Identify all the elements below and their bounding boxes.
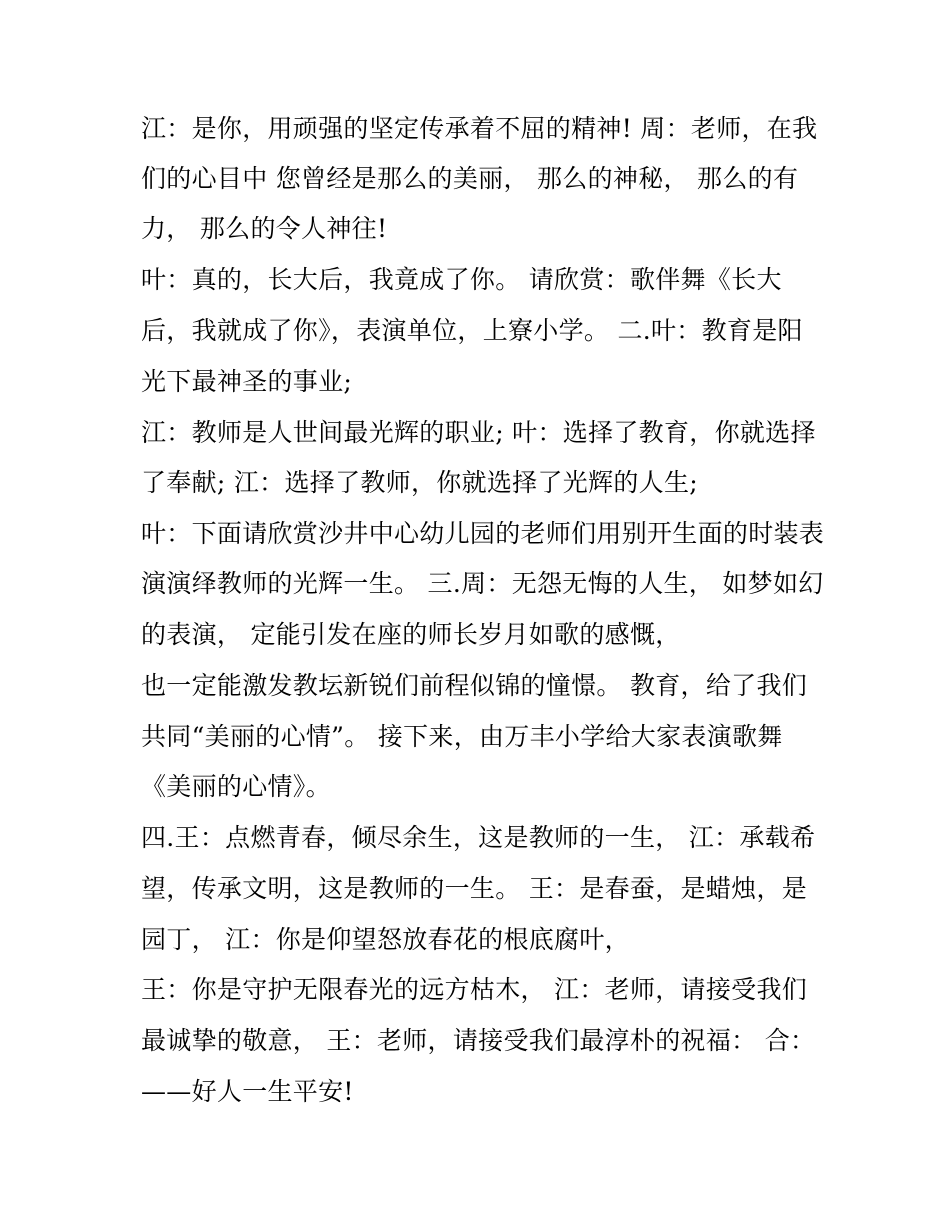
text-line-7: 江：教师是人世间最光辉的职业; 叶：选择了教育，你就选择 bbox=[141, 418, 816, 447]
text-line-14: 《美丽的心情》。 bbox=[141, 772, 331, 801]
text-line-5: 后，我就成了你》，表演单位，上寮小学。 二.叶：教育是阳 bbox=[141, 316, 803, 345]
text-line-12: 也一定能激发教坛新锐们前程似锦的憧憬。 教育，给了我们 bbox=[141, 671, 808, 700]
text-line-11: 的表演， 定能引发在座的师长岁月如歌的感慨， bbox=[141, 620, 681, 649]
text-line-20: ——好人一生平安! bbox=[141, 1077, 354, 1106]
text-line-15: 四.王：点燃青春，倾尽余生，这是教师的一生， 江：承载希 bbox=[141, 823, 816, 852]
text-line-10: 演演绎教师的光辉一生。 三.周：无怨无悔的人生， 如梦如幻 bbox=[141, 569, 824, 598]
text-line-1: 江：是你，用顽强的坚定传承着不屈的精神! 周：老师，在我 bbox=[141, 114, 818, 143]
text-line-18: 王：你是守护无限春光的远方枯木， 江：老师，请接受我们 bbox=[141, 975, 808, 1004]
text-line-17: 园丁， 江：你是仰望怒放春花的根底腐叶， bbox=[141, 925, 630, 954]
text-line-8: 了奉献; 江：选择了教师，你就选择了光辉的人生; bbox=[141, 468, 698, 497]
text-line-4: 叶：真的，长大后，我竟成了你。 请欣赏：歌伴舞《长大 bbox=[141, 265, 782, 294]
text-line-19: 最诚挚的敬意， 王：老师，请接受我们最淳朴的祝福： 合： bbox=[141, 1026, 816, 1055]
text-line-9: 叶：下面请欣赏沙井中心幼儿园的老师们用别开生面的时装表 bbox=[141, 519, 825, 548]
text-line-2: 们的心目中 您曾经是那么的美丽， 那么的神秘， 那么的有 bbox=[141, 164, 799, 193]
text-line-13: 共同“美丽的心情”。 接下来，由万丰小学给大家表演歌舞 bbox=[141, 722, 783, 751]
text-line-16: 望，传承文明，这是教师的一生。 王：是春蚕，是蜡烛，是 bbox=[141, 874, 808, 903]
text-line-3: 力， 那么的令人神往! bbox=[141, 214, 388, 243]
text-line-6: 光下最神圣的事业; bbox=[141, 367, 353, 396]
